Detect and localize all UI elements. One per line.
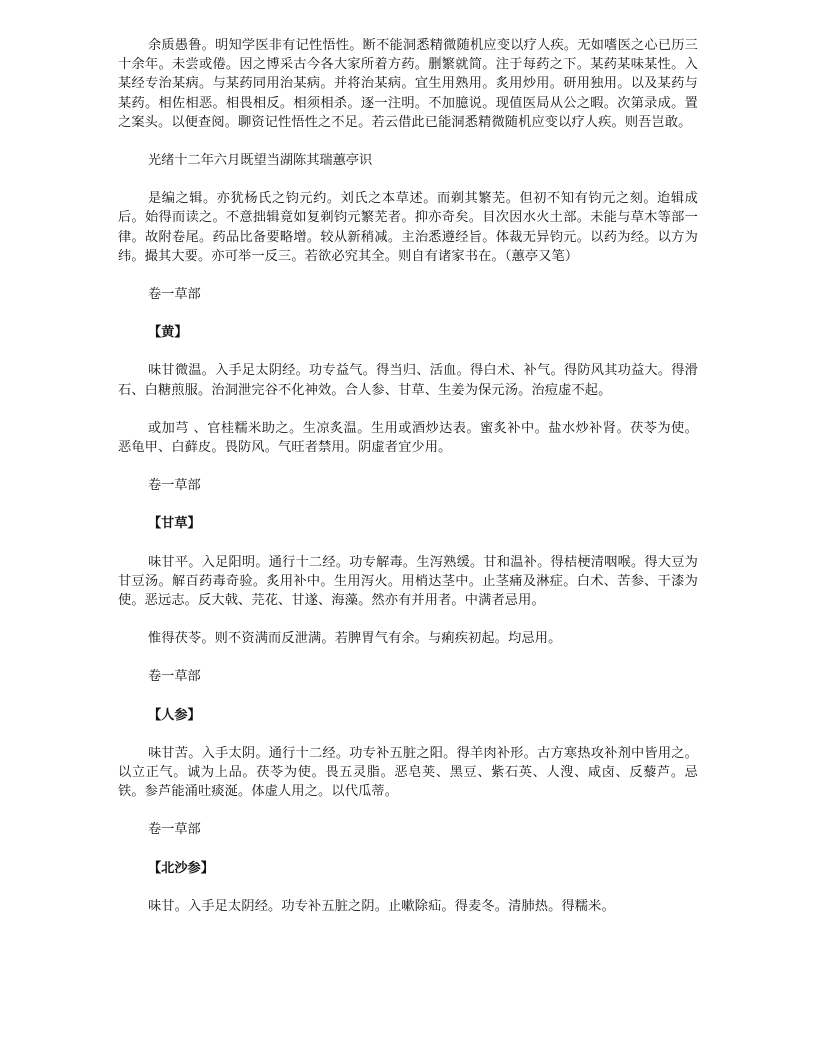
herb-heading: 【黄】	[148, 325, 188, 341]
herb-description: 味甘微温。入手足太阴经。功专益气。得当归、活血。得白术、补气。得防风其功益大。得滑石、白糖煎服。治洞泄完谷不化神效。合人参、甘草、生姜为保元汤。治痘虚不起。	[118, 363, 698, 398]
preface-signature: 光绪十二年六月既望当湖陈其瑞蕙亭识	[148, 153, 373, 169]
preface-paragraph-2: 是编之辑。亦犹杨氏之钧元约。刘氏之本草述。而剃其繁芜。但初不知有钧元之刻。迨辑成后。始得而读之。不意拙辑竟如复剃钧元繁芜者。抑亦奇矣。目次因水火土部。未能与草木等部一律。故附卷尾。药品比备要略增。较从新稍减。主治悉遵经旨。体裁无异钧元。以药为经。以方为纬。撮其大要。亦可举一反三。若欲必究其全。则自有诸家书在。（蕙亭又笔）	[118, 191, 698, 264]
section-label: 卷一草部	[148, 478, 201, 494]
herb-description: 或加芎 、官桂糯米助之。生凉炙温。生用或酒炒达表。蜜炙补中。盐水炒补肾。茯苓为使。恶龟甲、白藓皮。畏防风。气旺者禁用。阴虚者宜少用。	[118, 420, 698, 456]
herb-heading: 【甘草】	[148, 516, 201, 532]
herb-description: 味甘苦。入手太阴。通行十二经。功专补五脏之阳。得羊肉补形。古方寒热攻补剂中皆用之。以立正气。诚为上品。茯苓为使。畏五灵脂。恶皂荚、黑豆、紫石英、人溲、咸卤、反藜芦。忌铁。参芦能涌吐痰涎。体虚人用之。以代瓜蒂。	[118, 745, 698, 800]
section-label: 卷一草部	[148, 669, 201, 685]
section-label: 卷一草部	[148, 822, 201, 838]
preface-paragraph-1: 余质愚鲁。明知学医非有记性悟性。断不能洞悉精微随机应变以疗人疾。无如嗜医之心已历三十余年。未尝或倦。因之博采古今各大家所着方药。删繁就简。注于每药之下。某药某味某性。入某经专治某病。与某药同用治某病。并将治某病。宜生用熟用。炙用炒用。研用独用。以及某药与某药。相佐相恶。相畏相反。相须相杀。逐一注明。不加臆说。现值医局从公之暇。次第录成。置之案头。以便查阅。聊资记性悟性之不足。若云借此已能洞悉精微随机应变以疗人疾。则吾岂敢。	[118, 38, 698, 130]
herb-heading: 【人参】	[148, 707, 201, 723]
herb-description: 味甘。入手足太阴经。功专补五脏之阴。止嗽除疝。得麦冬。清肺热。得糯米。	[148, 898, 615, 914]
herb-heading: 【北沙参】	[148, 860, 214, 876]
herb-description: 味甘平。入足阳明。通行十二经。功专解毒。生泻熟缓。甘和温补。得桔梗清咽喉。得大豆为甘豆汤。解百药毒奇验。炙用补中。生用泻火。用梢达茎中。止茎痛及淋症。白术、苦参、干漆为使。恶远志。反大戟、芫花、甘遂、海藻。然亦有并用者。中满者忌用。	[118, 554, 698, 609]
herb-description: 惟得茯苓。则不资满而反泄满。若脾胃气有余。与痢疾初起。均忌用。	[148, 631, 562, 647]
section-label: 卷一草部	[148, 287, 201, 303]
